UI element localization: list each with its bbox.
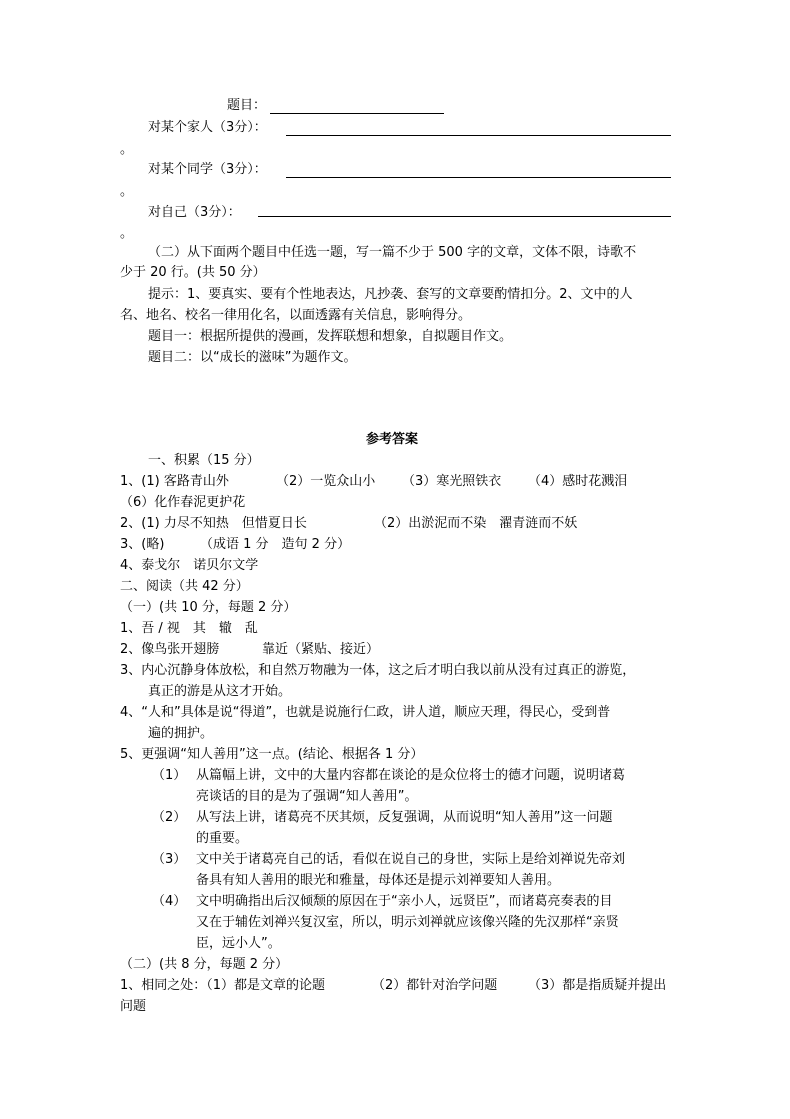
- t1-part3: （3）都是指质疑并提出: [528, 978, 667, 993]
- q1-part5: （6）化作春泥更护花: [120, 495, 246, 510]
- essay-topic2: 题目二：以“成长的滋味”为题作文。: [148, 350, 357, 365]
- essay-tips-line2: 名、地名、校名一律用化名，以面透露有关信息，影响得分。: [120, 308, 472, 323]
- r5-item3-line1: 文中关于诸葛亮自己的话，看似在说自己的身世，实际上是给刘禅说先帝刘: [196, 852, 626, 867]
- q2-part2: （2）出淤泥而不染 濯青涟而不妖: [374, 516, 578, 531]
- family-label: 对某个家人（3分）：: [148, 120, 267, 135]
- r5-item1-number: （1）: [152, 768, 187, 783]
- r5-item3-line2: 备具有知人善用的眼光和雅量，母体还是提示刘禅要知人善用。: [196, 873, 561, 888]
- family-period: 。: [120, 142, 134, 157]
- r5-item4-line1: 文中明确指出后汉倾颓的原因在于“亲小人，远贤臣”，而诸葛亮奏表的目: [196, 894, 613, 909]
- t1-part2: （2）都针对治学问题: [372, 978, 498, 993]
- topic-answer-line[interactable]: [270, 113, 444, 114]
- r3-line1: 3、内心沉静身体放松，和自然万物融为一体，这之后才明白我以前从没有过真正的游览，: [120, 663, 636, 678]
- q2-part1: 2、(1) 力尽不知热 但惜夏日长: [120, 516, 307, 531]
- q1-part1: 1、(1) 客路青山外: [120, 474, 229, 489]
- q1-part2: （2）一览众山小: [276, 474, 376, 489]
- r2-part2: 靠近（紧贴、接近）: [262, 642, 380, 657]
- family-answer-line[interactable]: [286, 135, 671, 136]
- self-period: 。: [120, 226, 134, 241]
- self-answer-line[interactable]: [258, 216, 671, 217]
- q4-answer: 4、泰戈尔 诺贝尔文学: [120, 558, 259, 573]
- section2-heading: 二、阅读（共 42 分）: [120, 579, 249, 594]
- t1-line2: 问题: [120, 999, 147, 1014]
- r4-line2: 遍的拥护。: [148, 726, 214, 741]
- r2-part1: 2、像鸟张开翅膀: [120, 642, 220, 657]
- q3-part2: （成语 1 分 造句 2 分）: [200, 537, 351, 552]
- essay-intro-line2: 少于 20 行。(共 50 分）: [120, 265, 266, 280]
- answers-title: 参考答案: [366, 432, 419, 447]
- r3-line2: 真正的游是从这才开始。: [148, 684, 292, 699]
- r5-item3-number: （3）: [152, 852, 187, 867]
- r5-item1-line1: 从篇幅上讲，文中的大量内容都在谈论的是众位将士的德才问题，说明诸葛: [196, 768, 626, 783]
- r5-item4-line2: 又在于辅佐刘禅兴复汉室，所以，明示刘禅就应该像兴隆的先汉那样“亲贤: [196, 915, 619, 930]
- r4-line1: 4、“人和”具体是说“得道”，也就是说施行仁政，讲人道，顺应天理，得民心，受到普: [120, 705, 611, 720]
- classmate-label: 对某个同学（3分）：: [148, 162, 267, 177]
- topic-label: 题目：: [227, 98, 267, 113]
- essay-intro-line1: （二）从下面两个题目中任选一题，写一篇不少于 500 字的文章，文体不限，诗歌不: [148, 245, 637, 260]
- classmate-period: 。: [120, 184, 134, 199]
- r5-heading: 5、更强调“知人善用”这一点。(结论、根据各 1 分）: [120, 747, 424, 762]
- part2-heading: （二）(共 8 分，每题 2 分）: [120, 957, 289, 972]
- q1-part3: （3）寒光照铁衣: [402, 474, 502, 489]
- q1-part4: （4）感时花溅泪: [528, 474, 628, 489]
- r5-item2-line2: 的重要。: [196, 831, 249, 846]
- r5-item1-line2: 亮谈话的目的是为了强调“知人善用”。: [196, 789, 418, 804]
- self-label: 对自己（3分）：: [148, 205, 241, 220]
- r5-item2-line1: 从写法上讲，诸葛亮不厌其烦，反复强调，从而说明“知人善用”这一问题: [196, 810, 613, 825]
- essay-tips-line1: 提示：1、要真实、要有个性地表达，凡抄袭、套写的文章要酌情扣分。2、文中的人: [148, 287, 633, 302]
- r1-answer: 1、吾 / 视 其 辙 乱: [120, 621, 258, 636]
- t1-part1: 1、相同之处：（1）都是文章的论题: [120, 978, 326, 993]
- part1-heading: （一）(共 10 分，每题 2 分）: [120, 600, 297, 615]
- classmate-answer-line[interactable]: [286, 177, 671, 178]
- r5-item4-line3: 臣，远小人”。: [196, 936, 281, 951]
- section1-heading: 一、积累（15 分）: [148, 453, 260, 468]
- essay-topic1: 题目一：根据所提供的漫画，发挥联想和想象，自拟题目作文。: [148, 329, 513, 344]
- q3-part1: 3、(略): [120, 537, 165, 552]
- r5-item4-number: （4）: [152, 894, 187, 909]
- r5-item2-number: （2）: [152, 810, 187, 825]
